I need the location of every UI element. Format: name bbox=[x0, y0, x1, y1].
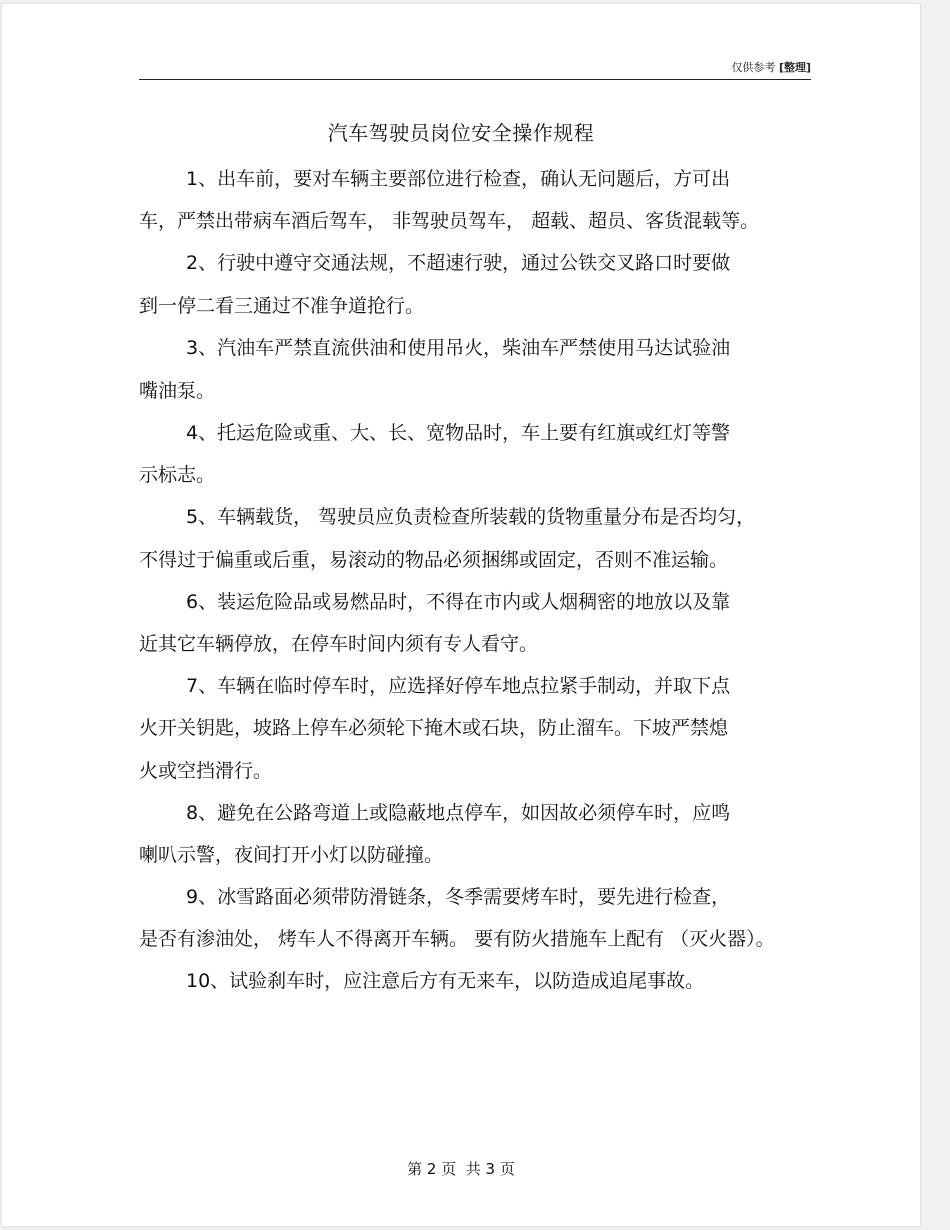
header-note bbox=[731, 61, 811, 75]
page-number bbox=[2, 1159, 920, 1179]
text-line: 火开关钥匙，坡路上停车必须轮下掩木或石块，防止溜车。下坡严禁熄 bbox=[139, 717, 729, 739]
page-number-total: 3 bbox=[485, 1160, 496, 1178]
text-line: 火或空挡滑行。 bbox=[139, 760, 273, 782]
text-line: 3、汽油车严禁直流供油和使用吊火，柴油车严禁使用马达试验油 bbox=[186, 337, 731, 359]
header-tag: [整理] bbox=[778, 61, 811, 74]
text-line: 2、行驶中遵守交通法规，不超速行驶，通过公铁交叉路口时要做 bbox=[186, 252, 731, 274]
page-number-current: 2 bbox=[426, 1160, 437, 1178]
text-line: 8、避免在公路弯道上或隐蔽地点停车，如因故必须停车时，应鸣 bbox=[186, 802, 731, 824]
text-line: 5、车辆载货， 驾驶员应负责检查所装载的货物重量分布是否均匀， bbox=[186, 506, 756, 528]
page-number-prefix: 第 bbox=[407, 1160, 423, 1178]
text-line: 6、装运危险品或易燃品时，不得在市内或人烟稠密的地放以及靠 bbox=[186, 591, 731, 613]
document-title: 汽车驾驶员岗位安全操作规程 bbox=[327, 121, 595, 145]
text-line: 10、试验刹车时，应注意后方有无来车，以防造成追尾事故。 bbox=[186, 970, 705, 992]
text-line: 1、出车前，要对车辆主要部位进行检查，确认无问题后，方可出 bbox=[186, 168, 731, 190]
page-header bbox=[139, 61, 811, 80]
text-line: 4、托运危险或重、大、长、宽物品时，车上要有红旗或红灯等警 bbox=[186, 422, 731, 444]
document-page bbox=[2, 4, 920, 1226]
page-number-suffix: 页 bbox=[499, 1160, 515, 1178]
text-line: 示标志。 bbox=[139, 464, 216, 486]
page-number-mid: 页 共 bbox=[441, 1160, 481, 1178]
text-line: 7、车辆在临时停车时，应选择好停车地点拉紧手制动，并取下点 bbox=[186, 675, 731, 697]
text-line: 是否有渗油处， 烤车人不得离开车辆。 要有防火措施车上配有 （灭火器）。 bbox=[139, 928, 775, 950]
text-line: 不得过于偏重或后重，易滚动的物品必须捆绑或固定，否则不准运输。 bbox=[139, 549, 729, 571]
text-line: 喇叭示警，夜间打开小灯以防碰撞。 bbox=[139, 844, 444, 866]
text-line: 9、冰雪路面必须带防滑链条，冬季需要烤车时，要先进行检查， bbox=[186, 886, 731, 908]
text-line: 车，严禁出带病车酒后驾车， 非驾驶员驾车， 超载、超员、客货混载等。 bbox=[139, 210, 760, 232]
text-line: 近其它车辆停放，在停车时间内须有专人看守。 bbox=[139, 633, 539, 655]
header-note-text: 仅供参考 bbox=[731, 61, 776, 74]
text-line: 到一停二看三通过不准争道抢行。 bbox=[139, 295, 425, 317]
text-line: 嘴油泵。 bbox=[139, 380, 216, 402]
